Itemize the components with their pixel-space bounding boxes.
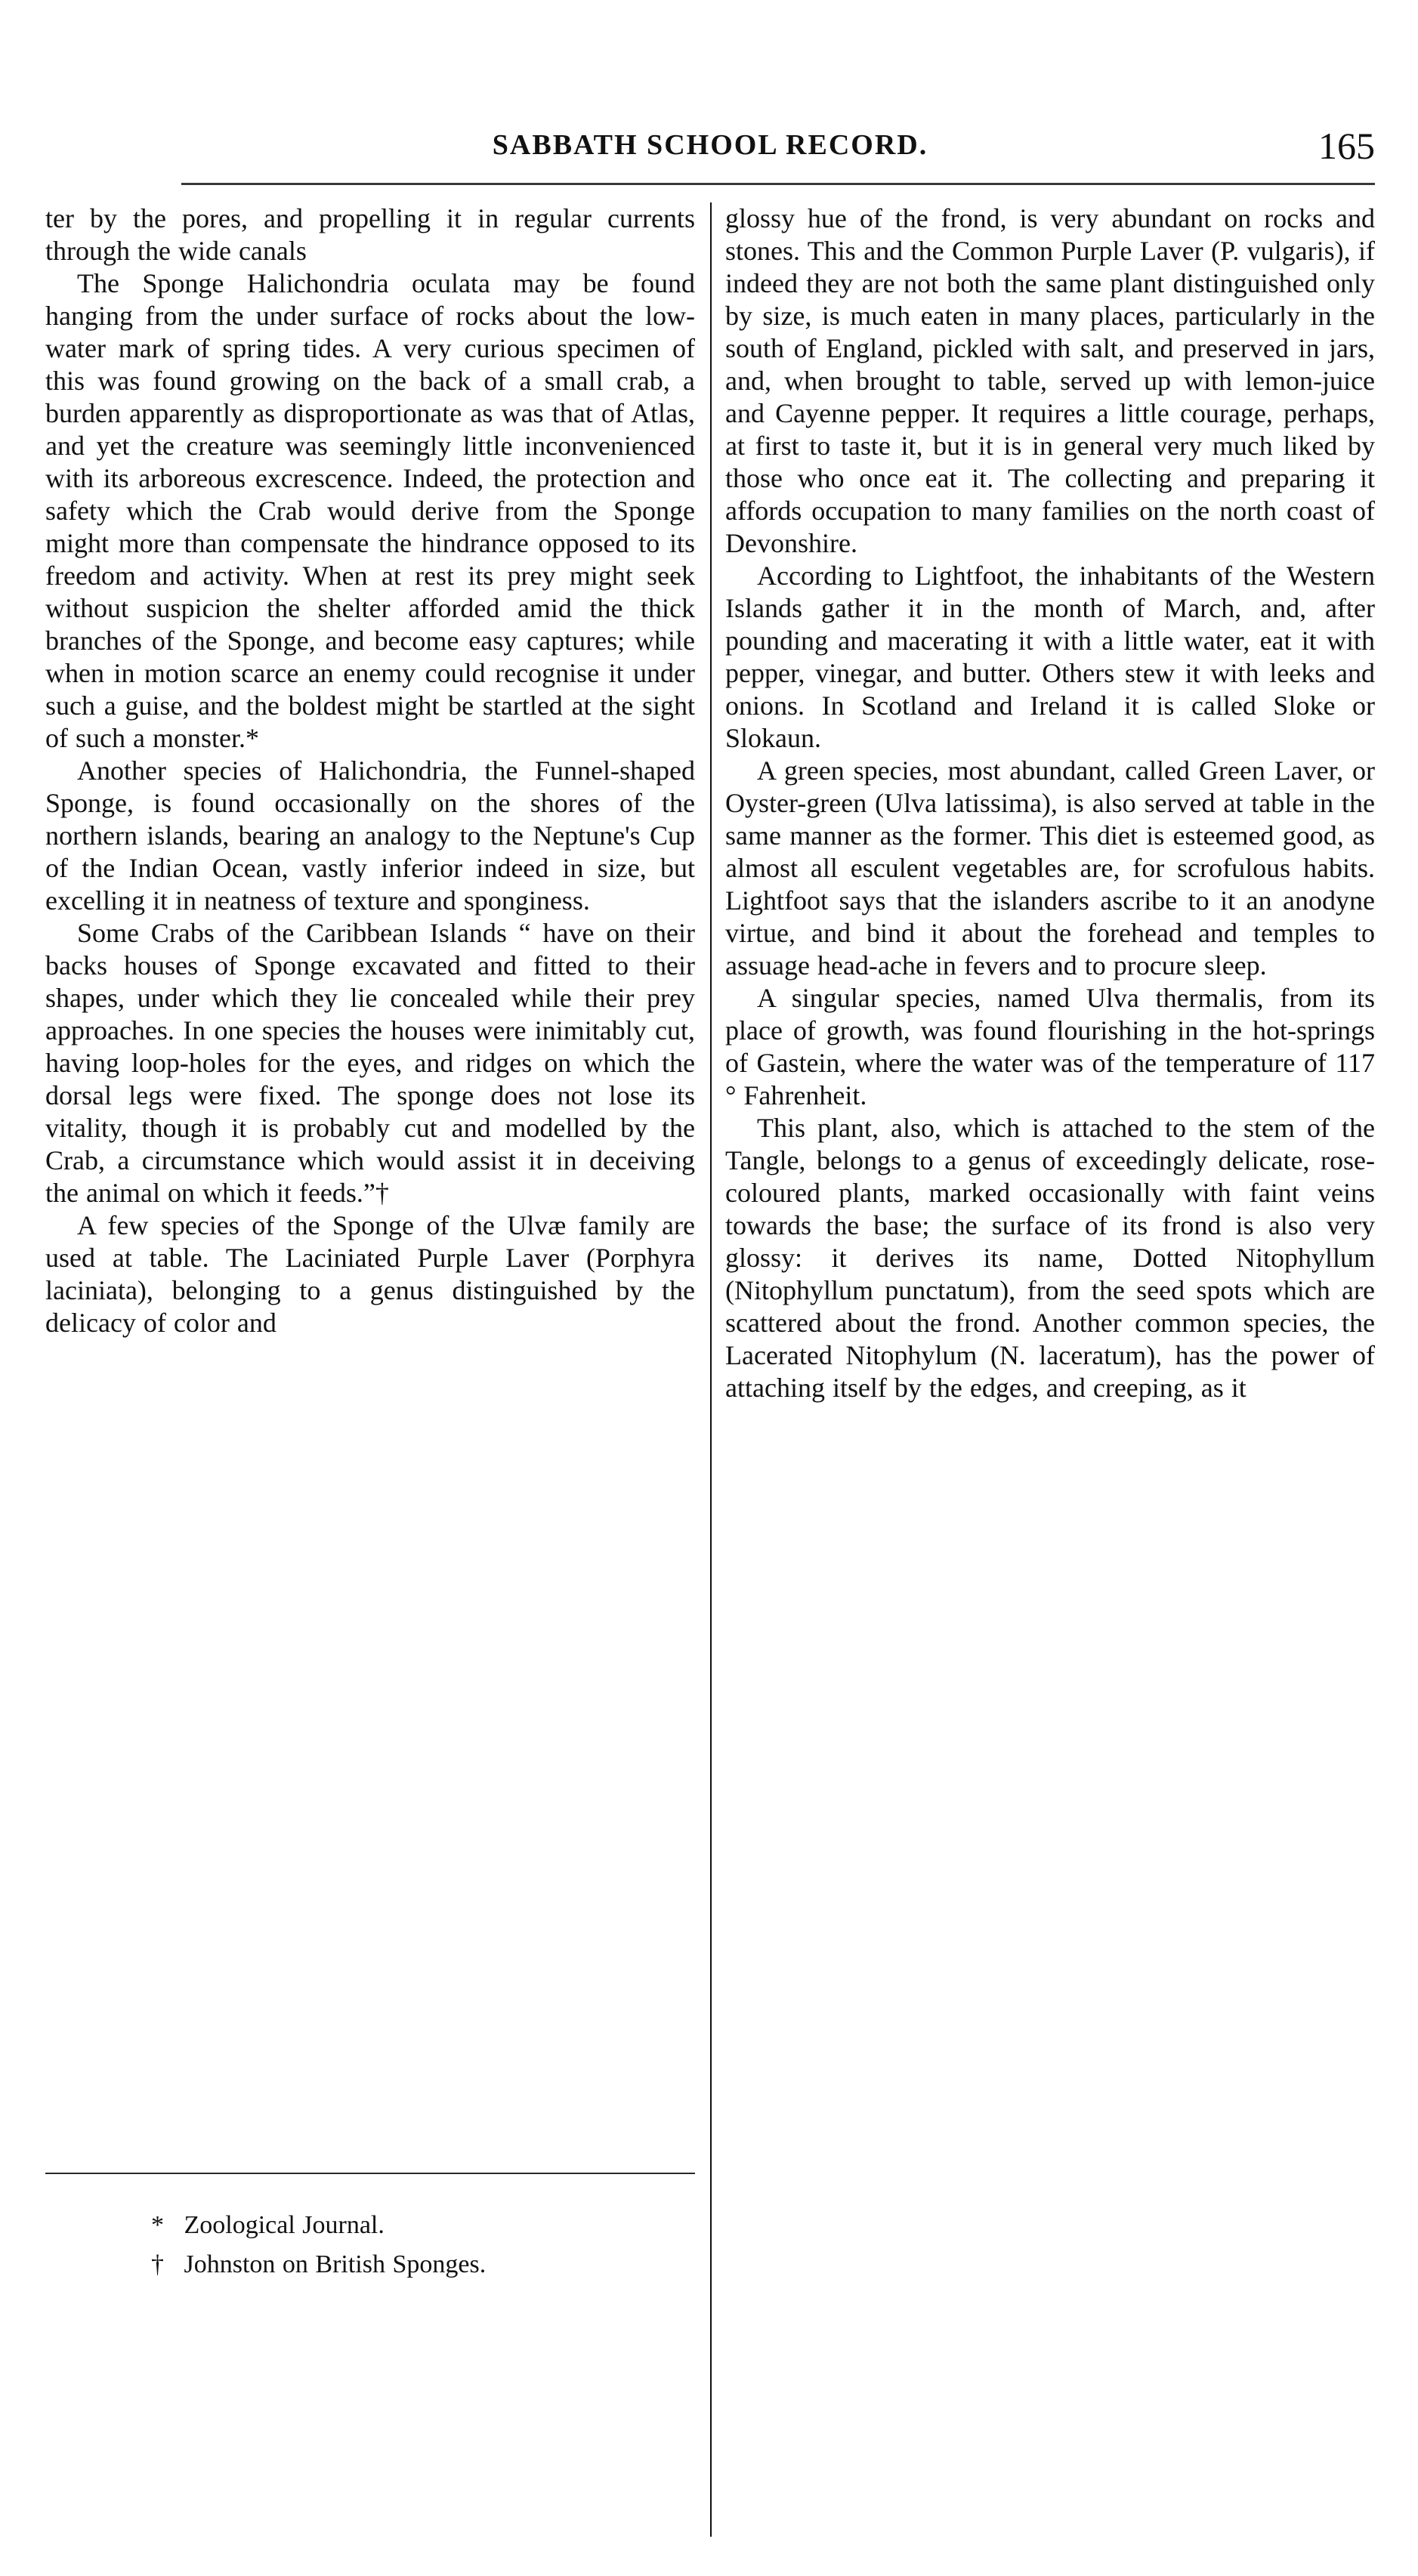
footnote-rule bbox=[45, 2173, 695, 2174]
left-column-text bbox=[45, 202, 695, 2167]
footnote bbox=[45, 2206, 695, 2245]
right-column bbox=[725, 202, 1375, 2537]
page-number: 165 bbox=[1318, 125, 1375, 167]
paragraph: Another species of Halichondria, the Funnel-shaped Sponge, is found occasionally on the shores of the northern islands, bearing an analogy to the Neptune's Cup of the Indian Ocean, vastly inferior indeed in size, but excelling it in neatness of texture and sponginess. bbox=[45, 755, 695, 916]
paragraph: ter by the pores, and propelling it in regular currents through the wide canals bbox=[45, 203, 695, 266]
two-column-body bbox=[45, 202, 1375, 2531]
footnote-text: Johnston on British Sponges. bbox=[184, 2250, 487, 2278]
footnote bbox=[45, 2245, 695, 2284]
right-column-text bbox=[725, 202, 1375, 2537]
footnote-text: Zoological Journal. bbox=[184, 2211, 385, 2239]
paragraph: A singular species, named Ulva thermalis, from its place of growth, was found flourishing in the hot-springs of Gastein, where the water was of the temperature of 117 ° Fahrenheit. bbox=[725, 983, 1375, 1110]
paragraph: The Sponge Halichondria oculata may be found hanging from the under surface of rocks about the low-water mark of spring tides. A very curious specimen of this was found growing on the back of a small crab, a burden apparently as disproportionate as was that of Atlas, and yet the creature was seemingly little inconvenienced with its arboreous excrescence. Indeed, the protection and safety which the Crab would derive from the Sponge might more than compensate the hindrance opposed to its freedom and activity. When at rest its prey might seek without suspicion the shelter afforded amid the thick branches of the Sponge, and become easy captures; while when in motion scarce an enemy could recognise it under such a guise, and the boldest might be startled at the sight of such a monster.* bbox=[45, 268, 695, 753]
paragraph: glossy hue of the frond, is very abundant on rocks and stones. This and the Common Purple Laver (P. vulgaris), if indeed they are not both the same plant distinguished only by size, is much eaten in many places, particularly in the south of England, pickled with salt, and preserved in jars, and, when brought to table, served up with lemon-juice and Cayenne pepper. It requires a little courage, perhaps, at first to taste it, but it is in general very much liked by those who once eat it. The collecting and preparing it affords occupation to many families on the north coast of Devonshire. bbox=[725, 203, 1375, 558]
running-head: SABBATH SCHOOL RECORD. bbox=[492, 129, 928, 161]
column-divider bbox=[710, 202, 712, 2537]
paragraph: A few species of the Sponge of the Ulvæ family are used at table. The Laciniated Purple Laver (Porphyra laciniata), belonging to a genus distinguished by the delicacy of color and bbox=[45, 1210, 695, 1338]
paragraph: This plant, also, which is attached to the stem of the Tangle, belongs to a genus of exceedingly delicate, rose-coloured plants, marked occasionally with faint veins towards the base; the surface of its frond is also very glossy: it derives its name, Dotted Nitophyllum (Nitophyllum punctatum), from the seed spots which are scattered about the frond. Another common species, the Lacerated Nitophylum (N. laceratum), has the power of attaching itself by the edges, and creeping, as it bbox=[725, 1113, 1375, 1403]
footnote-mark: * bbox=[151, 2211, 164, 2239]
book-page bbox=[45, 125, 1375, 2531]
page-header bbox=[45, 125, 1375, 177]
header-rule bbox=[181, 183, 1375, 185]
paragraph: A green species, most abundant, called Green Laver, or Oyster-green (Ulva latissima), is also served at table in the same manner as the former. This diet is esteemed good, as almost all esculent vegetables are, for scrofulous habits. Lightfoot says that the islanders ascribe to it an anodyne virtue, and bind it about the forehead and temples to assuage head-ache in fevers and to procure sleep. bbox=[725, 755, 1375, 981]
left-column bbox=[45, 202, 695, 2537]
paragraph: Some Crabs of the Caribbean Islands “ have on their backs houses of Sponge excavated and fitted to their shapes, under which they lie concealed while their prey approaches. In one species the houses were inimitably cut, having loop-holes for the eyes, and ridges on which the dorsal legs were fixed. The sponge does not lose its vitality, though it is probably cut and modelled by the Crab, a circumstance which would assist it in deceiving the animal on which it feeds.”† bbox=[45, 918, 695, 1208]
paragraph: According to Lightfoot, the inhabitants of the Western Islands gather it in the month of March, and, after pounding and macerating it with a little water, eat it with pepper, vinegar, and butter. Others stew it with leeks and onions. In Scotland and Ireland it is called Sloke or Slokaun. bbox=[725, 561, 1375, 753]
footnote-mark: † bbox=[151, 2250, 164, 2278]
